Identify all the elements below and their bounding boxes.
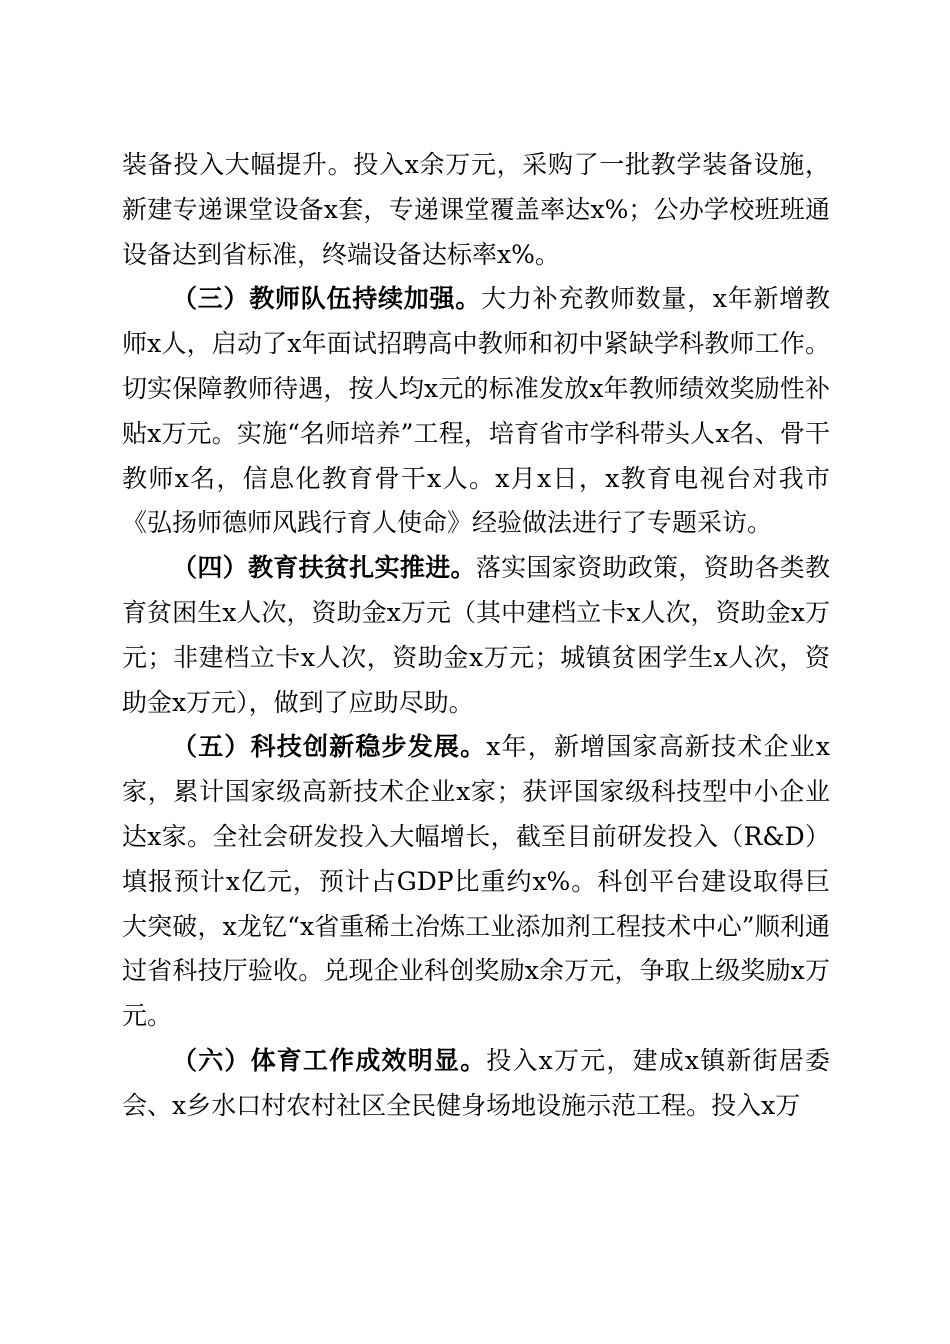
section-heading: （六）体育工作成效明显。: [172, 1045, 487, 1075]
section-heading: （三）教师队伍持续加强。: [172, 284, 482, 314]
paragraph-body: 装备投入大幅提升。投入x余万元，采购了一批教学装备设施，新建专递课堂设备x套，专递课堂覆盖率达x%；公办学校班班通设备达到省标准，终端设备达标率x%。: [122, 150, 830, 269]
paragraph-poverty-relief: [122, 546, 830, 725]
paragraph-body: 大力补充教师数量，x年新增教师x人，启动了x年面试招聘高中教师和初中紧缺学科教师工作。切实保障教师待遇，按人均x元的标准发放x年教师绩效奖励性补贴x万元。实施“名师培养”工程，培育省市学科带头人x名、骨干教师x名，信息化教育骨干x人。x月x日，x教育电视台对我市《弘扬师德师风践行育人使命》经验做法进行了专题采访。: [122, 284, 830, 538]
paragraph-teachers: [122, 277, 830, 546]
section-heading: （四）教育扶贫扎实推进。: [172, 553, 476, 583]
document-body: [122, 143, 830, 1129]
paragraph-sports: [122, 1039, 830, 1129]
paragraph-body: 投入x万元，建成x镇新街居委会、x乡水口村农村社区全民健身场地设施示范工程。投入x万: [122, 1045, 830, 1120]
paragraph-equipment: [122, 143, 830, 277]
section-heading: （五）科技创新稳步发展。: [172, 732, 487, 762]
paragraph-body: 落实国家资助政策，资助各类教育贫困生x人次，资助金x万元（其中建档立卡x人次，资助金x万元；非建档立卡x人次，资助金x万元；城镇贫困学生x人次，资助金x万元），做到了应助尽助。: [122, 553, 830, 717]
paragraph-body: x年，新增国家高新技术企业x家，累计国家级高新技术企业x家；获评国家级科技型中小企业达x家。全社会研发投入大幅增长，截至目前研发投入（R&D）填报预计x亿元，预计占GDP比重约x%。科创平台建设取得巨大突破，x龙钇“x省重稀土冶炼工业添加剂工程技术中心”顺利通过省科技厅验收。兑现企业科创奖励x余万元，争取上级奖励x万元。: [122, 732, 830, 1031]
paragraph-technology: [122, 725, 830, 1039]
